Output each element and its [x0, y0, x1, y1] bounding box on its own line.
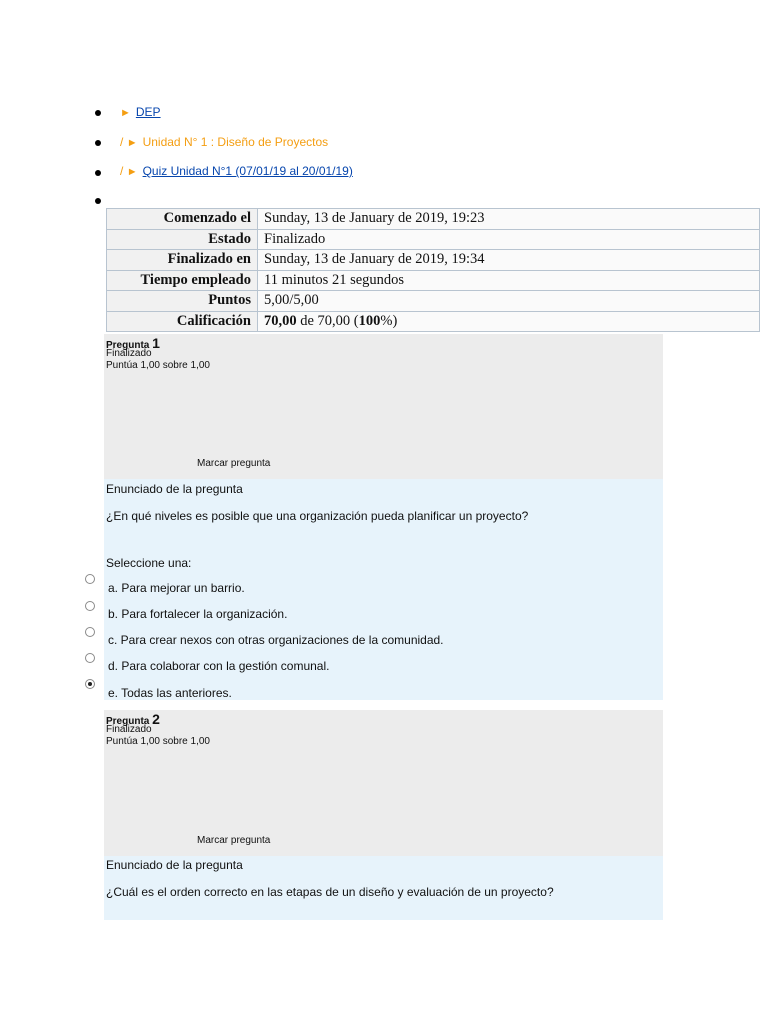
- summary-value: 5,00/5,00: [258, 291, 760, 312]
- list-bullet: [95, 140, 101, 146]
- list-bullet: [95, 198, 101, 204]
- question-text: ¿Cuál es el orden correcto en las etapas de un diseño y evaluación de un proyecto?: [106, 885, 554, 899]
- question-number: Pregunta 1: [106, 335, 160, 351]
- question-state: Finalizado: [106, 724, 152, 735]
- flag-question-link[interactable]: Marcar pregunta: [197, 835, 271, 846]
- arrow-right-icon: ►: [120, 107, 131, 119]
- summary-value: 11 minutos 21 segundos: [258, 270, 760, 291]
- question-number: Pregunta 2: [106, 711, 160, 727]
- option-d-radio[interactable]: [85, 653, 95, 663]
- summary-value: Finalizado: [258, 229, 760, 250]
- breadcrumb-item-quiz: / ► Quiz Unidad N°1 (07/01/19 al 20/01/19): [120, 164, 353, 178]
- question-text: ¿En qué niveles es posible que una organización pueda planificar un proyecto?: [106, 509, 529, 523]
- arrow-right-icon: ►: [126, 137, 138, 149]
- summary-label: Calificación: [107, 311, 258, 332]
- summary-row: [107, 311, 760, 332]
- list-bullet: [95, 110, 101, 116]
- question-2-info: [104, 710, 663, 856]
- summary-label: Finalizado en: [107, 250, 258, 271]
- option-d-label: d. Para colaborar con la gestión comunal.: [108, 659, 330, 673]
- summary-value: Sunday, 13 de January de 2019, 19:23: [258, 209, 760, 230]
- arrow-right-icon: ►: [126, 166, 138, 178]
- breadcrumb-link-dep[interactable]: DEP: [135, 105, 161, 119]
- question-1-info: [104, 334, 663, 479]
- summary-row: [107, 209, 760, 230]
- summary-label: Comenzado el: [107, 209, 258, 230]
- question-2-content: [104, 856, 663, 920]
- flag-question-link[interactable]: Marcar pregunta: [197, 458, 271, 469]
- option-a-radio[interactable]: [85, 574, 95, 584]
- summary-value: 70,00 de 70,00 (100%): [258, 311, 760, 332]
- question-grade: Puntúa 1,00 sobre 1,00: [106, 736, 210, 747]
- list-bullet: [95, 170, 101, 176]
- option-c-label: c. Para crear nexos con otras organizaciones de la comunidad.: [108, 633, 444, 647]
- summary-label: Tiempo empleado: [107, 270, 258, 291]
- option-c-radio[interactable]: [85, 627, 95, 637]
- summary-value: Sunday, 13 de January de 2019, 19:34: [258, 250, 760, 271]
- summary-row: [107, 229, 760, 250]
- question-prompt: Seleccione una:: [106, 556, 192, 570]
- option-e-label: e. Todas las anteriores.: [108, 686, 232, 700]
- option-e-radio[interactable]: [85, 679, 95, 689]
- summary-row: [107, 291, 760, 312]
- question-heading: Enunciado de la pregunta: [106, 482, 243, 496]
- breadcrumb-label-unidad: Unidad N° 1 : Diseño de Proyectos: [142, 135, 329, 149]
- summary-label: Estado: [107, 229, 258, 250]
- breadcrumb-item-dep: [120, 105, 161, 119]
- option-b-label: b. Para fortalecer la organización.: [108, 607, 288, 621]
- question-state: Finalizado: [106, 348, 152, 359]
- summary-row: [107, 250, 760, 271]
- quiz-summary-table: [106, 208, 760, 332]
- option-a-label: a. Para mejorar un barrio.: [108, 581, 245, 595]
- summary-row: [107, 270, 760, 291]
- breadcrumb-item-unidad: / ► Unidad N° 1 : Diseño de Proyectos: [120, 135, 329, 149]
- summary-label: Puntos: [107, 291, 258, 312]
- option-b-radio[interactable]: [85, 601, 95, 611]
- question-grade: Puntúa 1,00 sobre 1,00: [106, 360, 210, 371]
- question-heading: Enunciado de la pregunta: [106, 858, 243, 872]
- breadcrumb-link-quiz[interactable]: Quiz Unidad N°1 (07/01/19 al 20/01/19): [142, 164, 353, 178]
